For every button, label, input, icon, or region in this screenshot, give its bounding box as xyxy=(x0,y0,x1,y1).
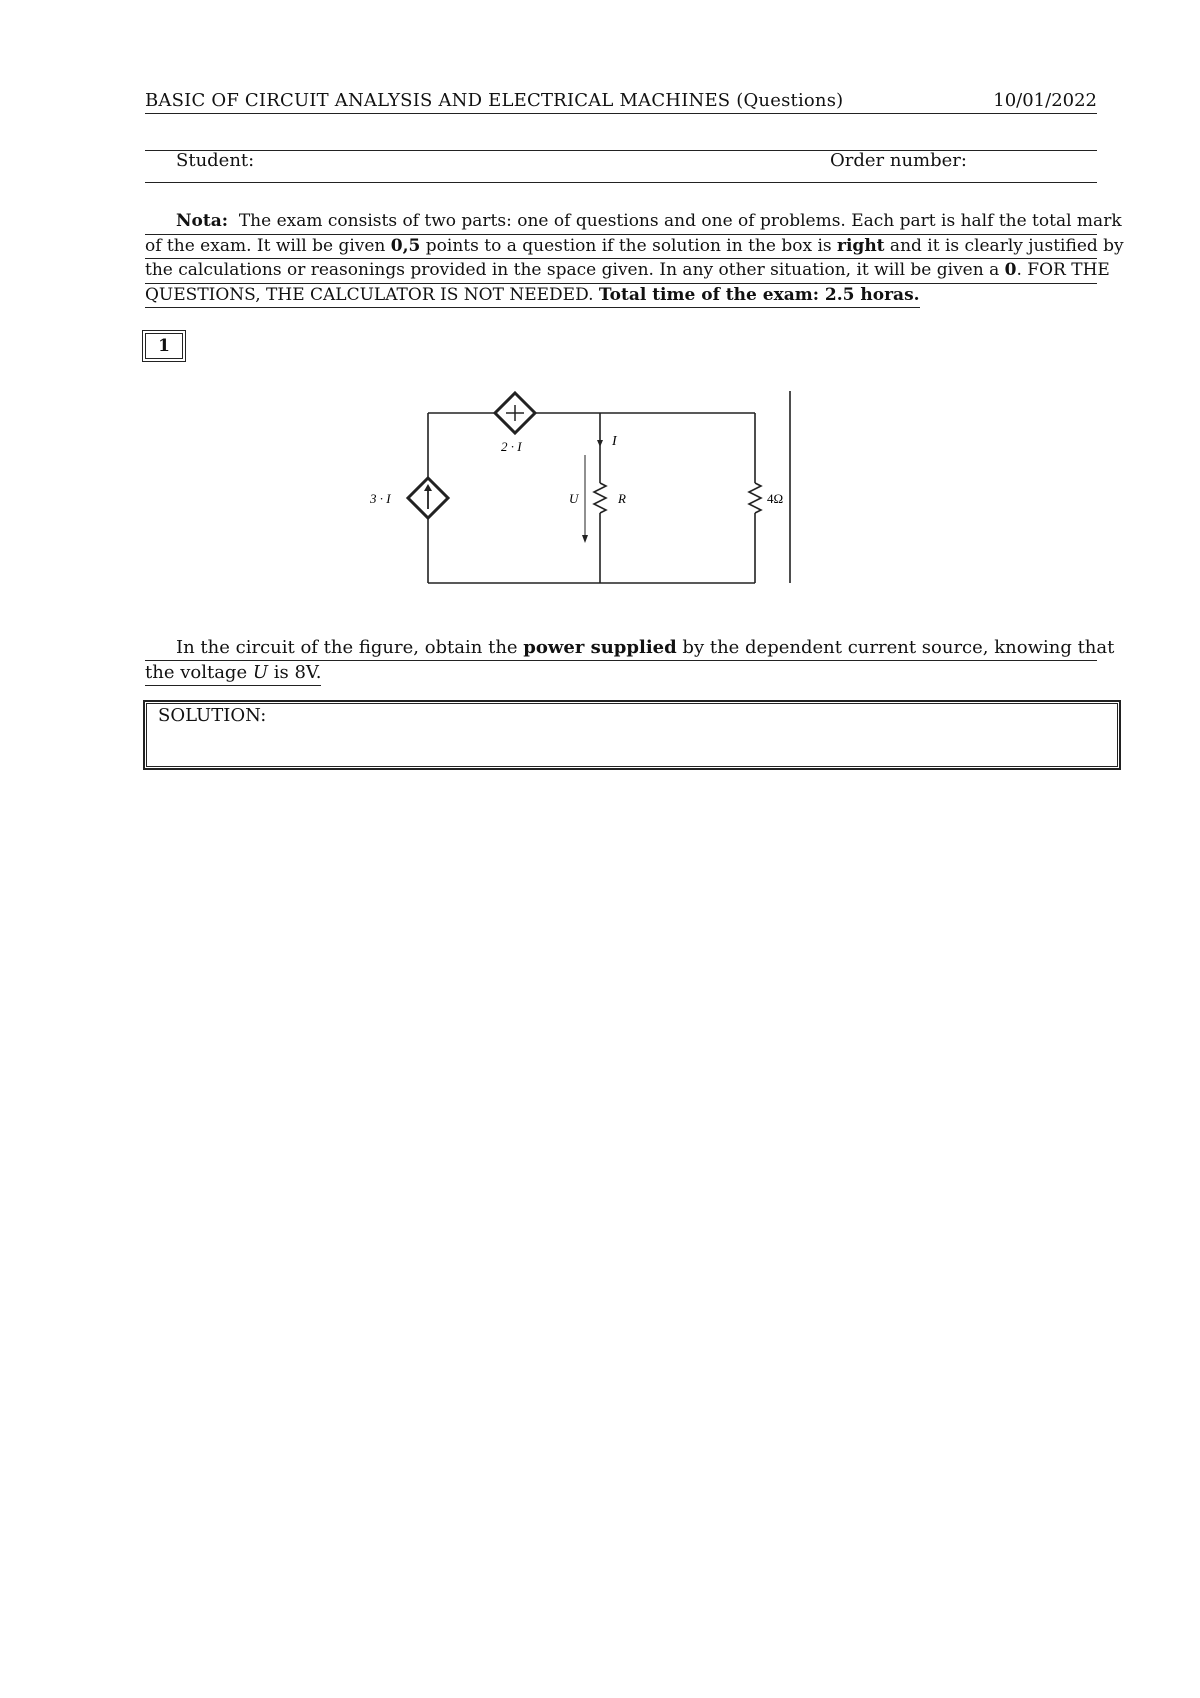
page-title: BASIC OF CIRCUIT ANALYSIS AND ELECTRICAL MACHINES (Questions) xyxy=(145,90,844,111)
instructions-line-1: Nota: The exam consists of two parts: one of questions and one of problems. Each part is half the total mark xyxy=(145,210,1097,235)
student-name-field-label: Student: xyxy=(176,150,255,171)
voltage-label: U xyxy=(569,491,579,506)
exam-instructions xyxy=(145,210,1124,308)
order-number-field-label: Order number: xyxy=(830,150,967,171)
left-source-label: 3 · I xyxy=(370,491,391,506)
question-number-badge: 1 xyxy=(145,333,183,359)
resistor-label: R xyxy=(618,491,626,506)
current-arrow-i xyxy=(597,431,603,447)
voltage-arrow-u xyxy=(582,455,588,543)
dependent-current-source-left xyxy=(408,478,448,518)
resistor-4ohm xyxy=(749,483,761,513)
student-row-bottom-divider xyxy=(145,182,1097,183)
solution-label: SOLUTION: xyxy=(158,705,267,726)
header-divider xyxy=(145,113,1097,114)
exam-date: 10/01/2022 xyxy=(993,90,1097,111)
instructions-line-4: QUESTIONS, THE CALCULATOR IS NOT NEEDED. Total time of the exam: 2.5 horas. xyxy=(145,284,920,309)
instructions-line-2: of the exam. It will be given 0,5 points to a question if the solution in the box is right and it is clearly justified by xyxy=(145,235,1097,260)
circuit-diagram xyxy=(360,383,820,593)
solution-answer-box[interactable] xyxy=(143,700,1121,770)
right-resistor-label: 4Ω xyxy=(767,491,784,506)
current-label: I xyxy=(612,434,617,449)
dependent-source-top xyxy=(495,393,535,433)
resistor-r xyxy=(594,483,606,513)
top-source-label: 2 · I xyxy=(501,439,522,454)
note-label: Nota: xyxy=(176,211,229,231)
question-statement: In the circuit of the figure, obtain the power supplied by the dependent current source, knowing that the voltage U is 8V. xyxy=(145,636,1097,686)
instructions-line-3: the calculations or reasonings provided in the space given. In any other situation, it will be given a 0. FOR THE xyxy=(145,259,1097,284)
